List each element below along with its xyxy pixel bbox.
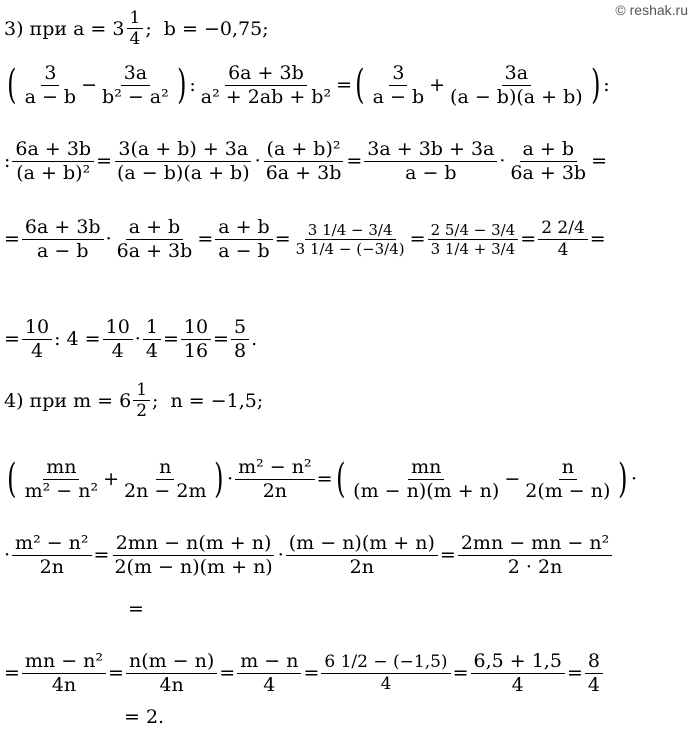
- fraction: $\frac{6a + 3b}{a - b}$: [22, 216, 104, 263]
- fraction: $\frac{8}{4}$: [585, 650, 603, 697]
- part3-header-text: 3) при a = 3: [4, 17, 125, 40]
- fraction: $\frac{3(a + b) + 3a}{(a - b)(a + b)}$: [117, 138, 250, 184]
- a-fraction: $\frac{1}{4}$: [127, 8, 144, 50]
- fraction: $\frac{\text{mn − n²}}{4n}$: [22, 650, 106, 697]
- fraction: $\frac{6a + 3b}{\text{(a + b)²}}$: [12, 138, 94, 185]
- fraction: $\frac{\text{m² − n²}}{2n}$: [12, 532, 92, 579]
- fraction: $\frac{a + b}{6a + 3b}$: [116, 216, 193, 262]
- fraction: $\frac{1}{4}$: [143, 316, 161, 363]
- fraction: $\frac{n}{2n - 2m}$: [124, 456, 207, 502]
- fraction: $\frac{mn}{(m - n)(m + n)}$: [353, 456, 500, 502]
- fraction: $\frac{3}{a - b}$: [24, 62, 77, 108]
- fraction: $\frac{2 2/4}{4}$: [538, 218, 588, 260]
- fraction: $\frac{n(m - n)}{4n}$: [126, 650, 217, 697]
- part4-header-text: 4) при m = 6: [4, 389, 132, 412]
- fraction: $\frac{10}{16}$: [181, 316, 211, 363]
- fraction: $\frac{2mn - n(m + n)}{2(m - n)(m + n)}$: [114, 532, 273, 578]
- fraction: $\frac{10}{4}$: [22, 316, 52, 363]
- fraction: $\frac{3}{a - b}$: [372, 62, 425, 108]
- fraction: $\frac{5}{8}$: [231, 316, 249, 363]
- fraction: $\frac{6,5 + 1,5}{4}$: [471, 650, 565, 697]
- part4-line-3: = $\frac{\text{mn − n²}}{4n}$ = $\frac{n(m - n)}{4n}$ = $\frac{m - n}{4}$ = $\frac{6 1/2 - (-1,5)}{4}$ = $\frac{6,5 + 1,5}{4}$ = $\frac{8}{4}$: [4, 650, 605, 697]
- part3-b-value: ; b = −0,75;: [145, 17, 269, 40]
- part3-line-4: = $\frac{10}{4}$ : 4 = $\frac{10}{4}$ · $\frac{1}{4}$ = $\frac{10}{16}$ = $\frac{5}{8}$ .: [4, 316, 258, 362]
- part4-header: [4, 380, 263, 422]
- fraction: $\frac{6a + 3b}{\text{a² + 2ab + b²}}$: [200, 62, 332, 108]
- fraction: $\frac{3a}{(a - b)(a + b)}$: [450, 62, 583, 108]
- fraction: $\frac{a + b}{a - b}$: [215, 216, 273, 263]
- fraction: $\frac{6 1/2 - (-1,5)}{4}$: [321, 652, 450, 694]
- part3-line-1: ( $\frac{3}{a - b}$ − $\frac{3a}{\text{b² − a²}}$ ) : $\frac{6a + 3b}{\text{a² + 2ab + b²}}$ = ( $\frac{3}{a - b}$ + $\frac{3a}{(a - b)(a + b)}$ ) :: [7, 62, 610, 109]
- fraction: $\frac{mn}{\text{m² − n²}}$: [24, 456, 99, 502]
- fraction: $\frac{10}{4}$: [103, 316, 133, 363]
- m-fraction: $\frac{1}{2}$: [133, 380, 150, 422]
- fraction: $\frac{(m - n)(m + n)}{2n}$: [286, 532, 438, 579]
- part3-line-2: : $\frac{6a + 3b}{\text{(a + b)²}}$ = $\frac{3(a + b) + 3a}{(a - b)(a + b)}$ · $\frac{\text{(a + b)²}}{6a + 3b}$ = $\frac{3a + 3b + 3a}{a - b}$ · $\frac{a + b}{6a + 3b}$ =: [4, 138, 608, 184]
- fraction: $\frac{\text{m² − n²}}{2n}$: [235, 456, 315, 503]
- stray-equals: =: [128, 598, 144, 620]
- fraction: $\frac{a + b}{6a + 3b}$: [510, 138, 587, 184]
- part4-line-1: ( $\frac{mn}{\text{m² − n²}}$ + $\frac{n}{2n - 2m}$ ) · $\frac{\text{m² − n²}}{2n}$ = ( $\frac{mn}{(m - n)(m + n)}$ − $\frac{n}{2(m - n)}$ ) ·: [7, 456, 638, 503]
- fraction: $\frac{3a + 3b + 3a}{a - b}$: [364, 138, 497, 185]
- fraction: $\frac{3 1/4 - 3/4}{3 1/4 - (-3/4)}$: [295, 220, 405, 258]
- part3-line-3: = $\frac{6a + 3b}{a - b}$ · $\frac{a + b}{6a + 3b}$ = $\frac{a + b}{a - b}$ = $\frac{3 1/4 - 3/4}{3 1/4 - (-3/4)}$ = $\frac{2 5/4 - 3/4}{3 1/4 + 3/4}$ = $\frac{2 2/4}{4}$ =: [4, 216, 606, 262]
- fraction: $\frac{2 5/4 - 3/4}{3 1/4 + 3/4}$: [428, 221, 519, 258]
- fraction: $\frac{n}{2(m - n)}$: [525, 456, 611, 502]
- part4-n-value: ; n = −1,5;: [152, 389, 264, 412]
- fraction: $\frac{\text{(a + b)²}}{6a + 3b}$: [263, 138, 345, 185]
- fraction: $\frac{3a}{\text{b² − a²}}$: [102, 62, 169, 108]
- watermark: © reshak.ru: [615, 2, 688, 18]
- final-result: = 2.: [124, 706, 165, 728]
- part4-line-2: · $\frac{\text{m² − n²}}{2n}$ = $\frac{2mn - n(m + n)}{2(m - n)(m + n)}$ · $\frac{(m - n)(m + n)}{2n}$ = $\frac{\text{2mn − mn − n²}}{2 \cdot 2n}$: [4, 532, 614, 579]
- part3-header: [4, 8, 269, 50]
- fraction: $\frac{\text{2mn − mn − n²}}{2 \cdot 2n}$: [458, 532, 612, 579]
- fraction: $\frac{m - n}{4}$: [237, 650, 301, 697]
